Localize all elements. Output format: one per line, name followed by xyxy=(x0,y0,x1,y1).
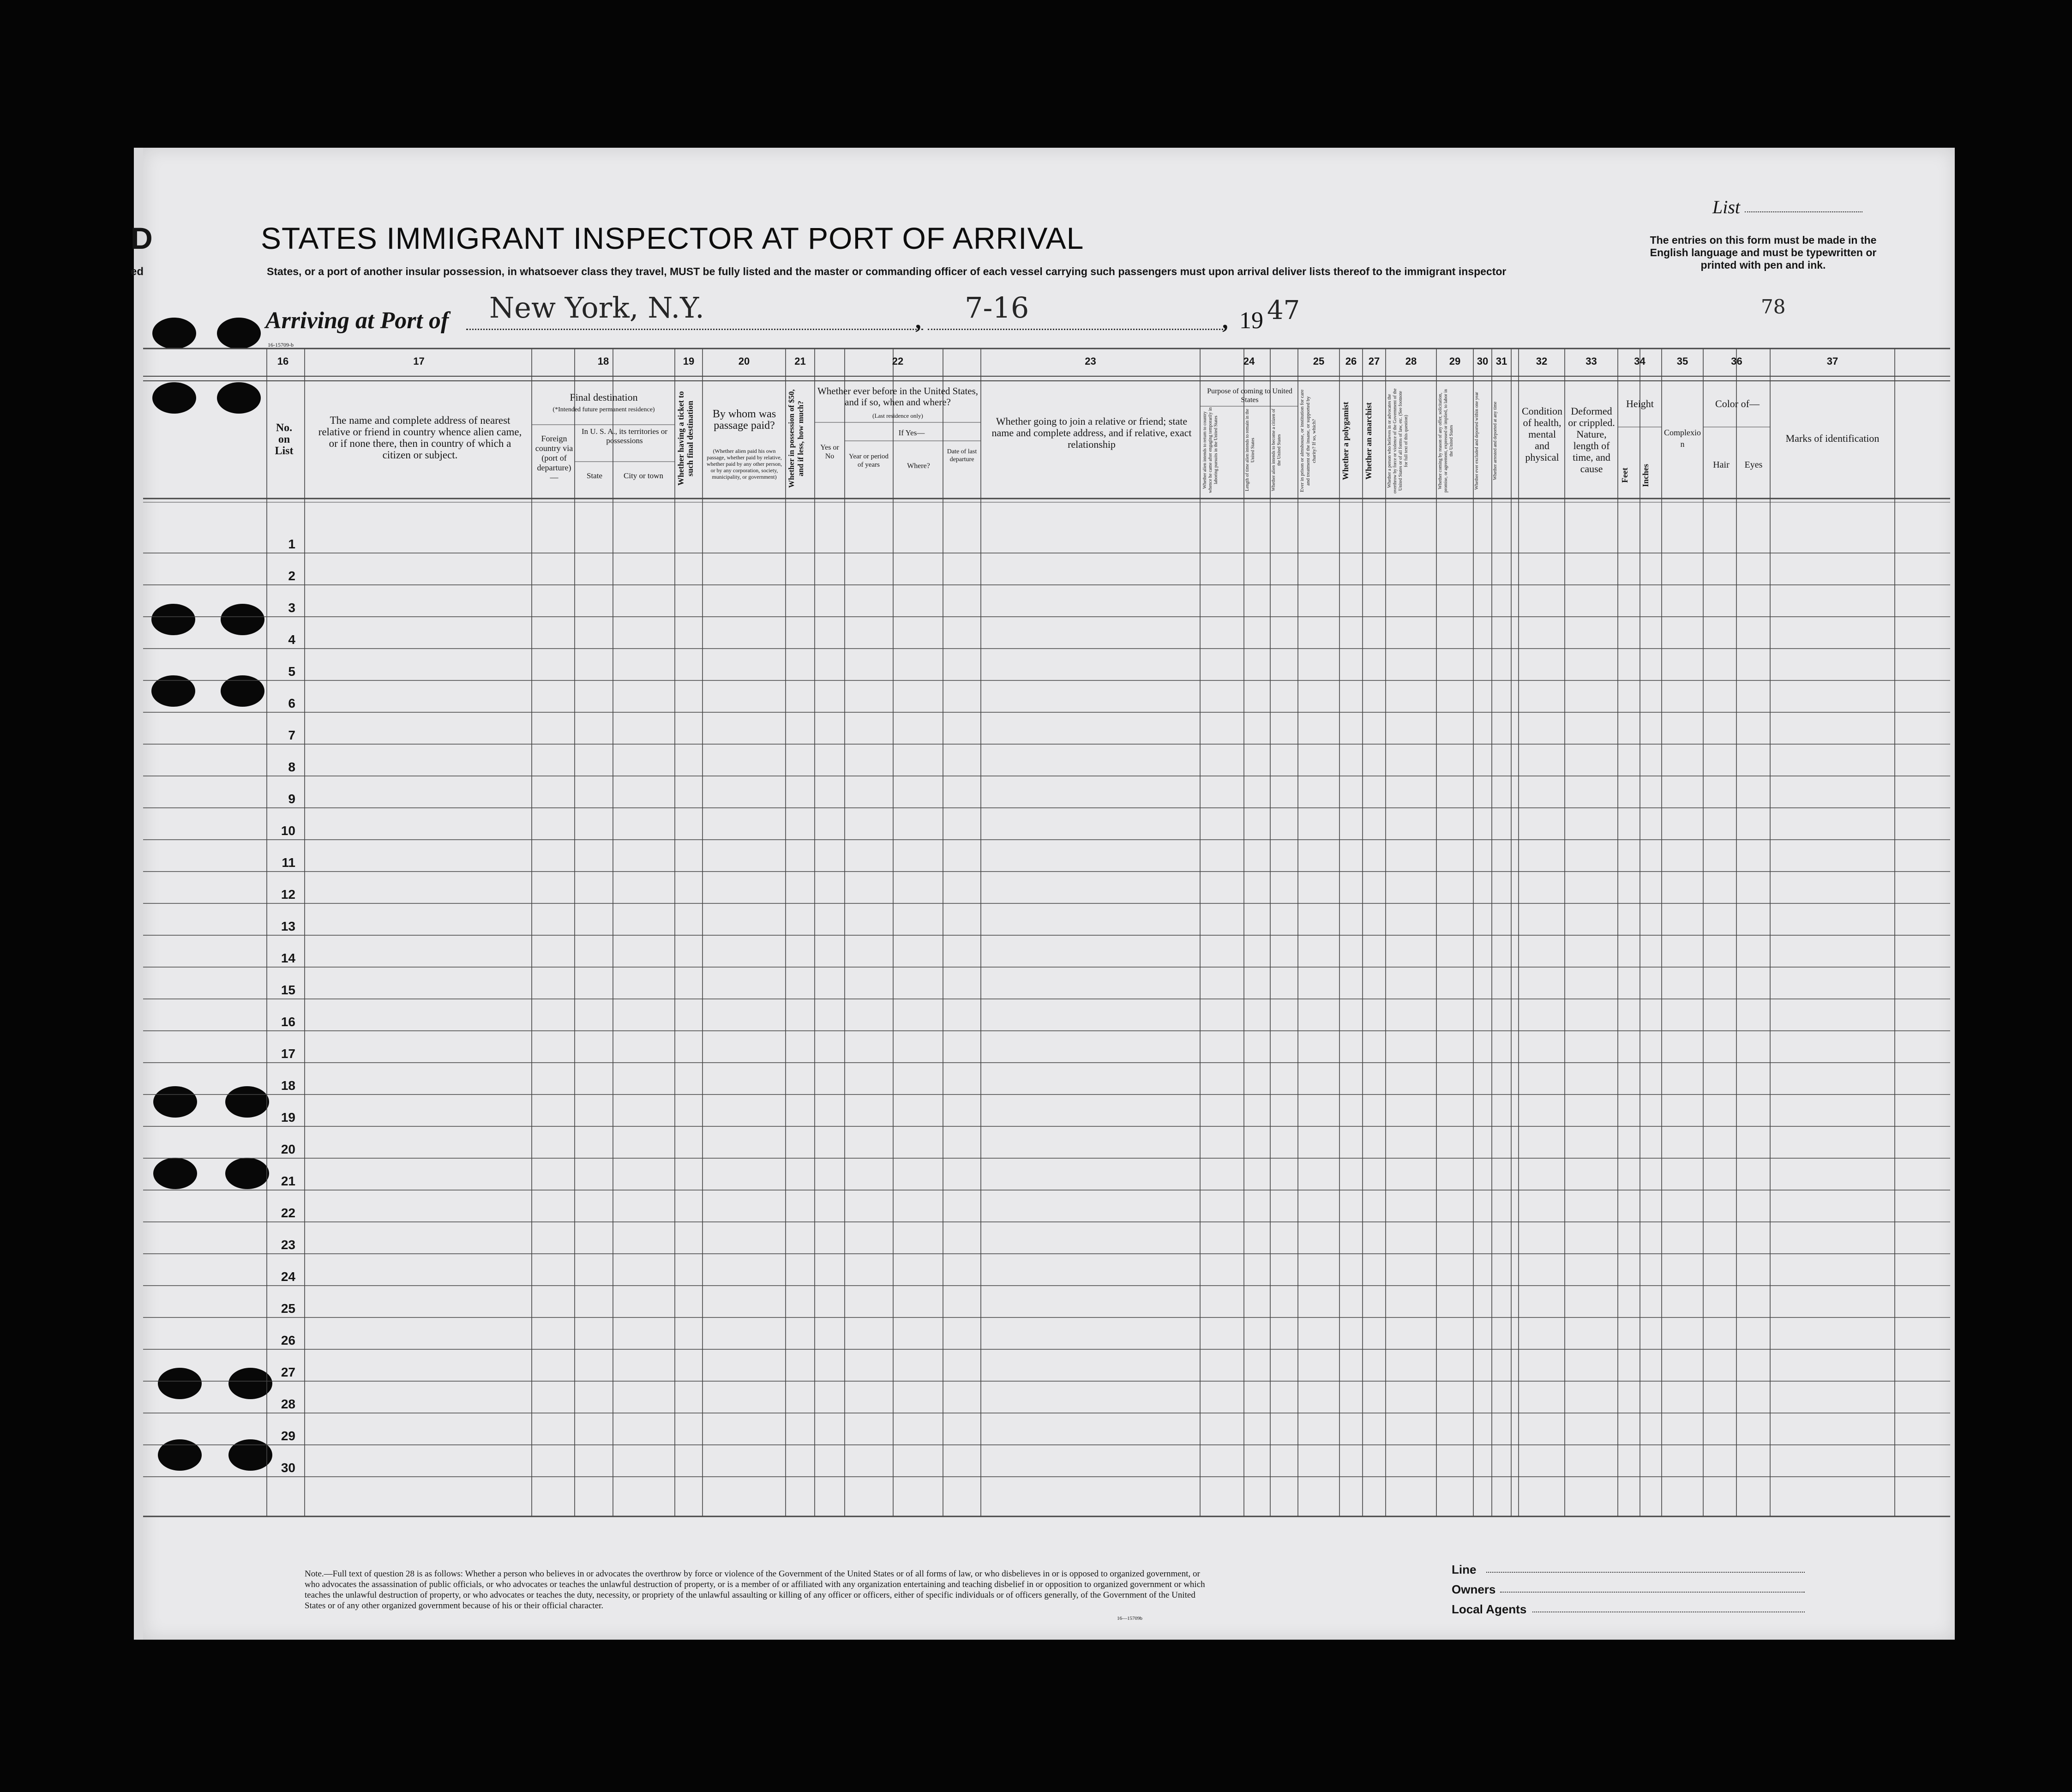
header-excluded: Whether ever excluded and deported within one year xyxy=(1474,392,1479,490)
row-number: 29 xyxy=(281,1429,295,1443)
column-number: 30 xyxy=(1477,355,1489,367)
header-eyes: Eyes xyxy=(1744,460,1763,470)
row-number: 4 xyxy=(288,632,295,647)
header-city-or-town: City or town xyxy=(624,471,663,480)
row-number: 8 xyxy=(288,760,295,774)
row-number: 6 xyxy=(288,696,295,710)
row-number: 22 xyxy=(281,1206,295,1220)
header-state: State xyxy=(587,471,602,480)
row-number: 21 xyxy=(281,1174,295,1188)
row-number: 10 xyxy=(281,824,295,838)
column-number: 17 xyxy=(413,355,425,367)
header-ever-before-note: (Last residence only) xyxy=(872,412,923,419)
header-feet: Feet xyxy=(1620,468,1629,483)
header-in-usa: In U. S. A., its territories or possessions xyxy=(581,427,668,445)
year-prefix: 19 xyxy=(1239,307,1263,334)
header-height: Height xyxy=(1626,398,1654,409)
column-number: 33 xyxy=(1586,355,1597,367)
header-inches: Inches xyxy=(1641,464,1650,487)
owners-signature-line xyxy=(1500,1592,1805,1593)
header-date-last-departure: Date of last departure xyxy=(947,448,977,463)
header-hair: Hair xyxy=(1713,460,1730,470)
header-ticket: Whether having a ticket to such final destination xyxy=(676,391,695,486)
header-polygamist: Whether a polygamist xyxy=(1341,402,1350,480)
row-number: 20 xyxy=(281,1142,295,1156)
row-number: 26 xyxy=(281,1333,295,1347)
form-title: STATES IMMIGRANT INSPECTOR AT PORT OF ARRIVAL xyxy=(261,221,1084,255)
comma-separator: , xyxy=(1223,307,1229,334)
row-number: 15 xyxy=(281,983,295,997)
header-fifty-dollars: Whether in possession of $50, and if less, how much? xyxy=(787,389,805,488)
row-number: 13 xyxy=(281,919,295,933)
row-number: 12 xyxy=(281,887,295,902)
row-number: 18 xyxy=(281,1078,295,1093)
row-number: 3 xyxy=(288,601,295,615)
header-no-on-list: No. on List xyxy=(275,422,294,457)
row-number: 9 xyxy=(288,792,295,806)
row-number: 7 xyxy=(288,728,295,742)
row-number: 14 xyxy=(281,951,295,965)
header-labor-offer: Whether coming by reason of any offer, solicitation, promise, or agreement, expressed or implied, to labor in the United States xyxy=(1438,389,1454,493)
row-number: 5 xyxy=(288,664,295,679)
header-going-to-join: Whether going to join a relative or friend; state name and complete address, and if relative, exact relationship xyxy=(991,415,1192,450)
column-number: 35 xyxy=(1676,355,1688,367)
form-subtitle: States, or a port of another insular possession, in whatsoever class they travel, MUST be fully listed and the master or commanding officer of each vessel carrying such passengers must upon arrival deliver lists thereof to the immigrant inspector xyxy=(267,265,1507,277)
local-agents-label: Local Agents xyxy=(1452,1602,1527,1616)
comma-separator: , xyxy=(916,307,922,334)
header-arrested: Whether arrested and deported at any time xyxy=(1493,402,1498,480)
row-number: 27 xyxy=(281,1365,295,1379)
header-color-of: Color of— xyxy=(1715,398,1760,409)
column-number: 29 xyxy=(1449,355,1461,367)
column-number: 27 xyxy=(1368,355,1380,367)
header-purpose-return: Whether alien intends to return to country whence he came after engaging temporarily in laboring pursuits in the United States xyxy=(1202,407,1219,493)
column-number: 31 xyxy=(1495,355,1507,367)
list-label: List xyxy=(1712,197,1741,217)
header-deformed: Deformed or crippled. Nature, length of time, and cause xyxy=(1568,405,1615,475)
header-foreign-country: Foreign country via (port of departure)— xyxy=(535,434,573,482)
form-code: 16-15709-b xyxy=(268,342,294,348)
header-purpose-length: Length of time alien intends to remain in the United States xyxy=(1245,409,1255,492)
column-number: 18 xyxy=(597,355,609,367)
row-number: 16 xyxy=(281,1015,295,1029)
owners-label: Owners xyxy=(1452,1582,1496,1596)
column-number: 21 xyxy=(794,355,806,367)
header-anarchist: Whether an anarchist xyxy=(1364,402,1373,480)
row-number: 17 xyxy=(281,1046,295,1061)
row-number: 1 xyxy=(288,537,295,551)
column-number: 23 xyxy=(1085,355,1096,367)
column-number: 22 xyxy=(892,355,904,367)
row-number: 25 xyxy=(281,1301,295,1316)
port-value: New York, N.Y. xyxy=(489,291,704,325)
column-number: 34 xyxy=(1634,355,1646,367)
cut-off-title-fragment: D xyxy=(131,221,153,255)
header-condition: Condition of health, mental and physical xyxy=(1521,405,1562,463)
header-final-destination: Final destination xyxy=(570,391,638,403)
footnote-question-28: Note.—Full text of question 28 is as follows: Whether a person who believes in or advocates the overthrow by force or violence of the Government of the United States or of all forms of law, or who disbelieves in or is opposed to organized government, or who advocates the assassination of public officials, or who advocates or teaches the unlawful destruction of property, or is a member of or affiliated with any organization entertaining and teaching disbelief in or opposition to organized government or which teaches the unlawful destruction of property, or who advocates or teaches the duty, necessity, or propriety of the unlawful assaulting or killing of any officer or officers, either of specific individuals or of officers generally, of the Government of the United States or of any other organized government because of his or their official character. xyxy=(305,1569,1205,1611)
header-final-destination-note: (*Intended future permanent residence) xyxy=(553,406,655,413)
header-year-period: Year or period of years xyxy=(849,453,889,469)
header-complexion: Complexion xyxy=(1664,428,1701,449)
header-passage-paid: By whom was passage paid? xyxy=(712,409,776,432)
column-number: 19 xyxy=(683,355,695,367)
header-nearest-relative: The name and complete address of nearest relative or friend in country whence alien came, or if none there, then in country of which a citizen or subject. xyxy=(318,415,522,461)
column-number: 25 xyxy=(1313,355,1325,367)
row-number: 24 xyxy=(281,1269,295,1284)
row-number: 30 xyxy=(281,1461,295,1475)
column-number: 36 xyxy=(1731,355,1742,367)
header-ever-before: Whether ever before in the United States, and if so, when and where? xyxy=(817,385,979,408)
column-number: 32 xyxy=(1536,355,1548,367)
arriving-label: Arriving at Port of xyxy=(265,307,449,334)
page-number: 78 xyxy=(1761,295,1786,318)
footer-form-code: 16—15709b xyxy=(1117,1616,1142,1621)
header-if-yes: If Yes— xyxy=(898,428,925,437)
header-purpose-citizen: Whether alien intends to become a citizen of the United States xyxy=(1271,409,1282,492)
header-where: Where? xyxy=(907,462,930,470)
column-number: 24 xyxy=(1243,355,1255,367)
row-number: 23 xyxy=(281,1238,295,1252)
line-label: Line xyxy=(1452,1563,1477,1576)
column-number: 16 xyxy=(277,355,289,367)
row-number: 19 xyxy=(281,1110,295,1125)
column-number: 20 xyxy=(738,355,750,367)
row-number: 11 xyxy=(282,855,295,870)
date-value: 7-16 xyxy=(965,291,1029,325)
header-overthrow: Whether a person who believes in or advocates the overthrow by force or violence of the Government of the United States or of all forms of law, etc. (See footnote for full text of this question) xyxy=(1387,388,1409,493)
column-number: 28 xyxy=(1405,355,1417,367)
header-marks-identification: Marks of identification xyxy=(1785,433,1880,444)
column-number: 37 xyxy=(1826,355,1838,367)
column-number: 26 xyxy=(1345,355,1357,367)
cut-off-subtitle-fragment: ed xyxy=(131,265,144,278)
row-number: 2 xyxy=(288,569,295,583)
header-purpose: Purpose of coming to United States xyxy=(1207,387,1292,404)
header-passage-note: (Whether alien paid his own passage, whether paid by relative, whether paid by any other person, or by any corporation, society, municipality, or government) xyxy=(706,448,782,480)
line-signature-line xyxy=(1486,1572,1805,1573)
header-prison: Ever in prison or almshouse, or institution for care and treatment of the insane, or supported by charity? If so, which? xyxy=(1299,389,1317,493)
year-value: 47 xyxy=(1267,295,1300,325)
form-instructions: The entries on this form must be made in the English language and must be typewritten or printed with pen and ink. xyxy=(1650,234,1877,271)
header-yes-or-no: Yes or No xyxy=(820,444,839,460)
row-number: 28 xyxy=(281,1397,295,1411)
